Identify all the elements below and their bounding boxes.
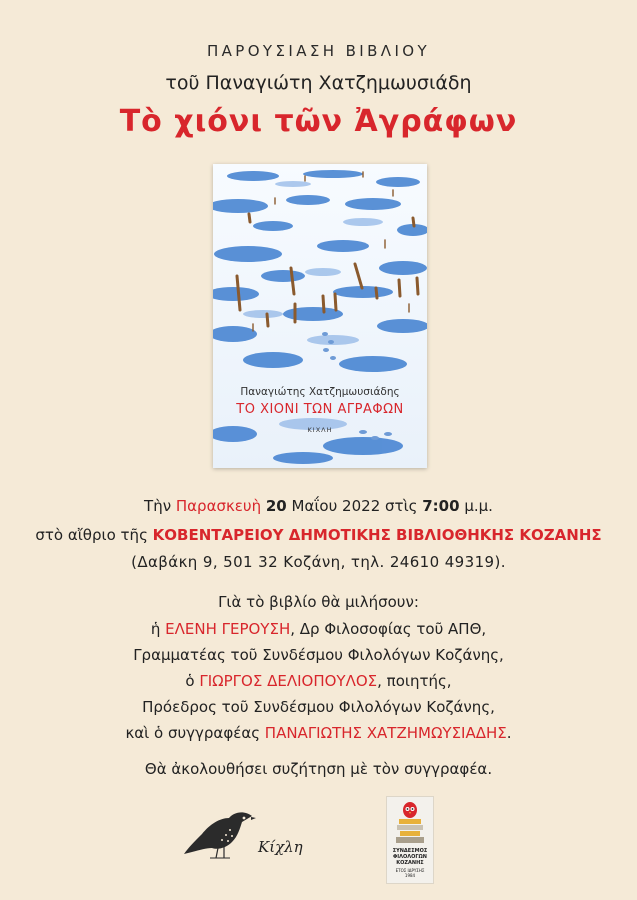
speaker-1-prefix: ἡ [150, 620, 161, 638]
owl-books-icon [387, 797, 433, 853]
cover-publisher: ΚΙΧΛΗ [307, 426, 333, 434]
event-time: 7:00 [422, 497, 460, 515]
event-month-year: Μαΐου 2022 [291, 497, 381, 515]
association-logo [386, 796, 434, 884]
association-line-5: 1984 [404, 873, 416, 878]
time-suffix: μ.μ. [464, 497, 493, 515]
cover-author: Παναγιώτης Χατζημωυσιάδης [240, 386, 400, 398]
speaker-2-role: Πρόεδρος τοῦ Συνδέσμου Φιλολόγων Κοζάνης, [142, 698, 495, 716]
association-line-2: ΦΙΛΟΛΟΓΩΝ [393, 854, 427, 860]
event-kicker: ΠΑΡΟΥΣΙΑΣΗ ΒΙΒΛΙΟΥ [206, 42, 431, 60]
speaker-2 [0, 672, 637, 690]
publisher-logo-text: Κίχλη [258, 838, 303, 856]
speakers-intro: Γιὰ τὸ βιβλίο θὰ μιλήσουν: [218, 593, 419, 611]
speaker-1-name: ΕΛΕΝΗ ΓΕΡΟΥΣΗ [165, 620, 291, 638]
time-prefix: στὶς [385, 497, 418, 515]
closing-note: Θὰ ἀκολουθήσει συζήτηση μὲ τὸν συγγραφέα. [144, 760, 493, 778]
speaker-1-role: Γραμματέας τοῦ Συνδέσμου Φιλολόγων Κοζάνης, [133, 646, 504, 664]
speaker-1-desc: , Δρ Φιλοσοφίας τοῦ ΑΠΘ, [290, 620, 487, 638]
book-title: Τὸ χιόνι τῶν Ἀγράφων [119, 104, 518, 139]
association-line-1: ΣΥΝΔΕΣΜΟΣ [392, 848, 428, 854]
event-address: (Δαβάκη 9, 501 32 Κοζάνη, τηλ. 24610 49319). [131, 553, 506, 571]
event-venue: ΚΟΒΕΝΤΑΡΕΙΟΥ ΔΗΜΟΤΙΚΗΣ ΒΙΒΛΙΟΘΗΚΗΣ ΚΟΖΑΝΗΣ [152, 526, 602, 544]
cover-title: ΤΟ ΧΙΟΝΙ ΤΩΝ ΑΓΡΑΦΩΝ [236, 402, 404, 417]
book-cover [213, 164, 427, 468]
venue-prefix: στὸ αἴθριο τῆς [35, 526, 148, 544]
speaker-2-desc: , ποιητής, [377, 672, 452, 690]
event-date-line [0, 497, 637, 515]
speaker-2-prefix: ὁ [185, 672, 195, 690]
event-venue-line [0, 526, 637, 544]
event-weekday: Παρασκευὴ [175, 497, 262, 515]
association-line-3: ΚΟΖΑΝΗΣ [396, 860, 424, 866]
date-prefix: Τὴν [144, 497, 172, 515]
association-line-4: ΕΤΟΣ ΙΔΡΥΣΗΣ [395, 868, 425, 873]
speaker-3-suffix: . [506, 724, 512, 742]
speaker-2-name: ΓΙΩΡΓΟΣ ΔΕΛΙΟΠΟΥΛΟΣ [199, 672, 378, 690]
snow-landscape-image [213, 164, 427, 468]
speaker-3-name: ΠΑΝΑΓΙΩΤΗΣ ΧΑΤΖΗΜΩΥΣΙΑΔΗΣ [264, 724, 507, 742]
speaker-1 [0, 620, 637, 638]
speaker-3-prefix: καὶ ὁ συγγραφέας [125, 724, 261, 742]
author-byline: τοῦ Παναγιώτη Χατζημωυσιάδη [165, 72, 472, 94]
thrush-bird-icon [182, 808, 256, 864]
speaker-3 [0, 724, 637, 742]
event-day: 20 [265, 497, 287, 515]
